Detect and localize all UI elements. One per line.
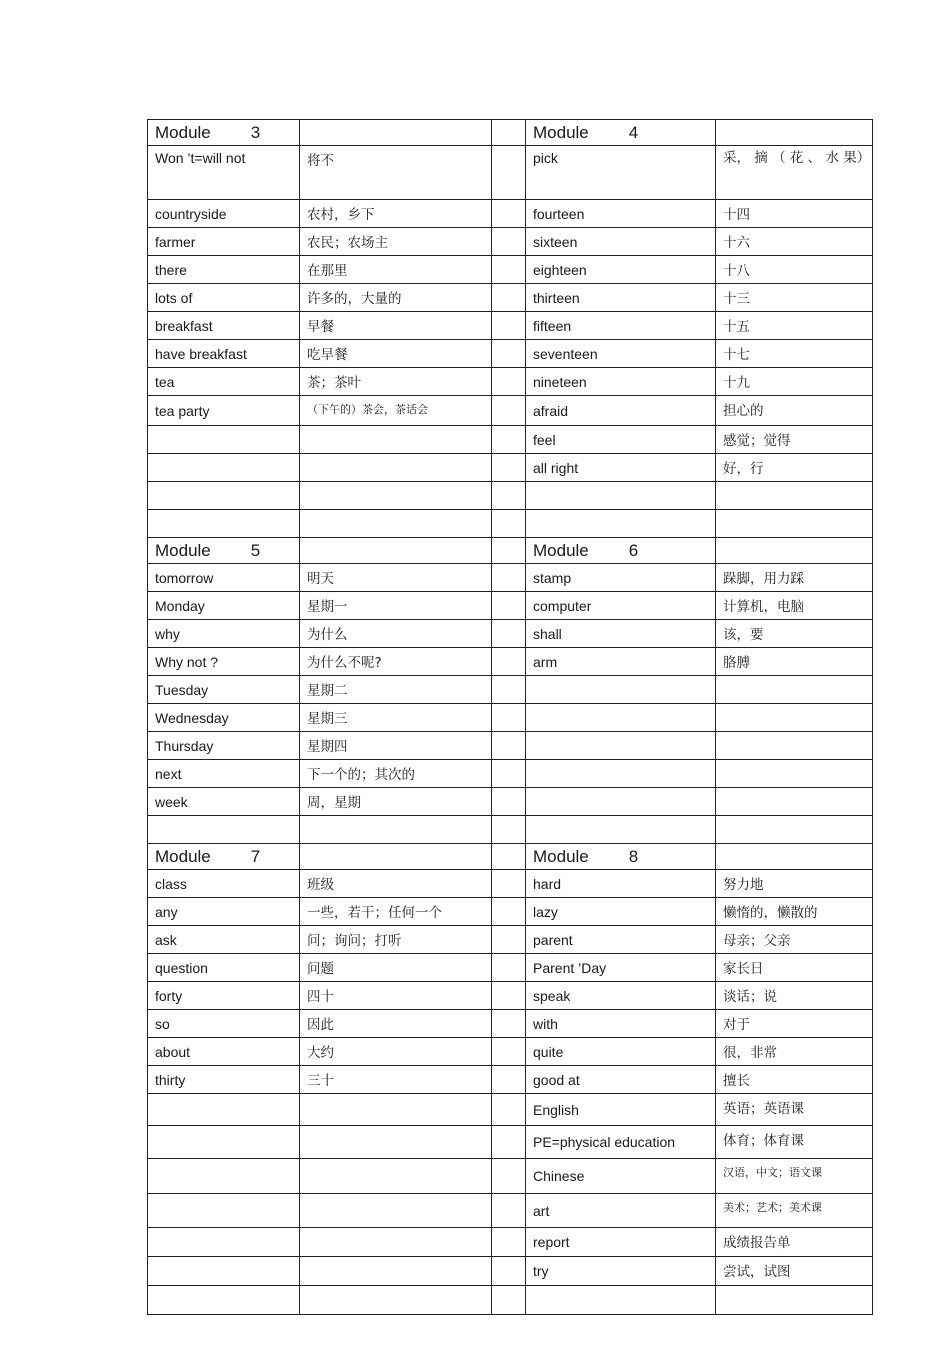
english-word — [526, 704, 716, 732]
english-word — [148, 1286, 300, 1315]
vocab-row — [148, 788, 873, 816]
chinese-meaning: 问题 — [300, 954, 492, 982]
english-word: Won ’t=will not — [148, 146, 300, 200]
module-label: Module — [533, 846, 589, 866]
english-word: lazy — [526, 898, 716, 926]
chinese-meaning: 星期二 — [300, 676, 492, 704]
vocab-row — [148, 870, 873, 898]
module-label: Module — [533, 122, 589, 142]
module-number: 7 — [250, 846, 261, 866]
english-word: Tuesday — [148, 676, 300, 704]
chinese-meaning: 下一个的；其次的 — [300, 760, 492, 788]
english-word — [148, 1159, 300, 1194]
gap-cell — [492, 592, 526, 620]
chinese-meaning: 谈话；说 — [716, 982, 873, 1010]
chinese-meaning — [300, 1094, 492, 1126]
chinese-meaning — [716, 676, 873, 704]
gap-cell — [492, 648, 526, 676]
chinese-meaning: （下午的）茶会，茶话会 — [300, 396, 492, 426]
module-number: 8 — [628, 846, 639, 866]
vocab-row — [148, 312, 873, 340]
module-title — [148, 844, 300, 870]
module-title — [148, 538, 300, 564]
module-header-row — [148, 120, 873, 146]
english-word — [148, 1257, 300, 1286]
gap-cell — [492, 870, 526, 898]
vocab-row — [148, 592, 873, 620]
chinese-meaning — [716, 1286, 873, 1315]
english-word: next — [148, 760, 300, 788]
english-word: ask — [148, 926, 300, 954]
gap-cell — [492, 368, 526, 396]
chinese-meaning: 十三 — [716, 284, 873, 312]
chinese-meaning: 十九 — [716, 368, 873, 396]
vocab-row — [148, 426, 873, 454]
chinese-meaning — [300, 1228, 492, 1257]
chinese-meaning: 擅长 — [716, 1066, 873, 1094]
chinese-meaning: 胳膊 — [716, 648, 873, 676]
vocab-row — [148, 1066, 873, 1094]
chinese-meaning: 英语；英语课 — [716, 1094, 873, 1126]
english-word: farmer — [148, 228, 300, 256]
gap-cell — [492, 1257, 526, 1286]
english-word: Monday — [148, 592, 300, 620]
vocab-row — [148, 284, 873, 312]
vocab-row — [148, 676, 873, 704]
chinese-meaning — [716, 510, 873, 538]
module-label: Module — [155, 122, 211, 142]
gap-cell — [492, 564, 526, 592]
chinese-meaning: 许多的，大量的 — [300, 284, 492, 312]
english-word: Thursday — [148, 732, 300, 760]
english-word: English — [526, 1094, 716, 1126]
module-number: 3 — [250, 122, 261, 142]
empty-cell — [300, 538, 492, 564]
vocab-row — [148, 1159, 873, 1194]
module-title — [148, 120, 300, 146]
english-word: class — [148, 870, 300, 898]
chinese-meaning — [300, 426, 492, 454]
english-word: with — [526, 1010, 716, 1038]
chinese-meaning: 该，要 — [716, 620, 873, 648]
english-word: sixteen — [526, 228, 716, 256]
gap-cell — [492, 1286, 526, 1315]
chinese-meaning: 班级 — [300, 870, 492, 898]
english-word — [148, 510, 300, 538]
chinese-meaning: 努力地 — [716, 870, 873, 898]
english-word — [148, 1094, 300, 1126]
chinese-meaning: 因此 — [300, 1010, 492, 1038]
chinese-meaning — [300, 1194, 492, 1228]
chinese-meaning: 母亲；父亲 — [716, 926, 873, 954]
english-word: seventeen — [526, 340, 716, 368]
english-word: Chinese — [526, 1159, 716, 1194]
chinese-meaning: 周，星期 — [300, 788, 492, 816]
chinese-meaning: 很，非常 — [716, 1038, 873, 1066]
vocab-row — [148, 954, 873, 982]
chinese-meaning: 计算机，电脑 — [716, 592, 873, 620]
gap-cell — [492, 510, 526, 538]
vocab-row — [148, 732, 873, 760]
english-word: speak — [526, 982, 716, 1010]
gap-cell — [492, 340, 526, 368]
gap-cell — [492, 676, 526, 704]
english-word — [148, 1194, 300, 1228]
empty-cell — [492, 538, 526, 564]
chinese-meaning: 十五 — [716, 312, 873, 340]
english-word — [148, 454, 300, 482]
vocab-row — [148, 510, 873, 538]
module-title — [526, 844, 716, 870]
chinese-meaning — [300, 510, 492, 538]
vocab-row — [148, 816, 873, 844]
chinese-meaning: 早餐 — [300, 312, 492, 340]
english-word: art — [526, 1194, 716, 1228]
english-word — [148, 816, 300, 844]
vocab-row — [148, 396, 873, 426]
module-title — [526, 120, 716, 146]
english-word: stamp — [526, 564, 716, 592]
english-word: quite — [526, 1038, 716, 1066]
english-word: hard — [526, 870, 716, 898]
empty-cell — [492, 120, 526, 146]
vocab-row — [148, 898, 873, 926]
vocab-row — [148, 340, 873, 368]
chinese-meaning: 好，行 — [716, 454, 873, 482]
english-word: there — [148, 256, 300, 284]
vocab-row — [148, 256, 873, 284]
chinese-meaning: 农村，乡下 — [300, 200, 492, 228]
chinese-meaning — [300, 1159, 492, 1194]
module-label: Module — [533, 540, 589, 560]
english-word: shall — [526, 620, 716, 648]
gap-cell — [492, 482, 526, 510]
gap-cell — [492, 1228, 526, 1257]
english-word: have breakfast — [148, 340, 300, 368]
english-word: Wednesday — [148, 704, 300, 732]
gap-cell — [492, 146, 526, 200]
english-word: tea — [148, 368, 300, 396]
empty-cell — [716, 120, 873, 146]
gap-cell — [492, 1159, 526, 1194]
gap-cell — [492, 1126, 526, 1159]
chinese-meaning: 茶；茶叶 — [300, 368, 492, 396]
vocab-row — [148, 1194, 873, 1228]
gap-cell — [492, 760, 526, 788]
chinese-meaning: 担心的 — [716, 396, 873, 426]
gap-cell — [492, 396, 526, 426]
english-word — [526, 510, 716, 538]
vocab-row — [148, 454, 873, 482]
english-word — [148, 1126, 300, 1159]
chinese-meaning: 十七 — [716, 340, 873, 368]
chinese-meaning: 对于 — [716, 1010, 873, 1038]
chinese-meaning: 汉语，中文；语文课 — [716, 1159, 873, 1194]
vocabulary-table — [147, 119, 873, 1315]
english-word: try — [526, 1257, 716, 1286]
english-word: thirty — [148, 1066, 300, 1094]
chinese-meaning — [716, 482, 873, 510]
vocab-row — [148, 1257, 873, 1286]
chinese-meaning: 将不 — [300, 146, 492, 200]
chinese-meaning: 一些，若干；任何一个 — [300, 898, 492, 926]
empty-cell — [300, 120, 492, 146]
vocab-row — [148, 620, 873, 648]
vocab-row — [148, 1286, 873, 1315]
english-word: about — [148, 1038, 300, 1066]
vocab-row — [148, 564, 873, 592]
english-word: report — [526, 1228, 716, 1257]
chinese-meaning: 感觉；觉得 — [716, 426, 873, 454]
chinese-meaning: 跺脚，用力踩 — [716, 564, 873, 592]
english-word: thirteen — [526, 284, 716, 312]
gap-cell — [492, 284, 526, 312]
empty-cell — [716, 538, 873, 564]
gap-cell — [492, 312, 526, 340]
vocab-row — [148, 648, 873, 676]
module-number: 4 — [628, 122, 639, 142]
chinese-meaning: 在那里 — [300, 256, 492, 284]
chinese-meaning: 吃早餐 — [300, 340, 492, 368]
vocab-row — [148, 982, 873, 1010]
vocab-row — [148, 926, 873, 954]
chinese-meaning — [716, 788, 873, 816]
english-word: lots of — [148, 284, 300, 312]
chinese-meaning: 明天 — [300, 564, 492, 592]
english-word: nineteen — [526, 368, 716, 396]
english-word: PE=physical education — [526, 1126, 716, 1159]
gap-cell — [492, 1066, 526, 1094]
gap-cell — [492, 816, 526, 844]
english-word — [526, 788, 716, 816]
gap-cell — [492, 788, 526, 816]
gap-cell — [492, 1094, 526, 1126]
module-number: 6 — [628, 540, 639, 560]
english-word: parent — [526, 926, 716, 954]
gap-cell — [492, 228, 526, 256]
english-word: good at — [526, 1066, 716, 1094]
gap-cell — [492, 926, 526, 954]
english-word — [148, 1228, 300, 1257]
gap-cell — [492, 426, 526, 454]
english-word: fourteen — [526, 200, 716, 228]
module-number: 5 — [250, 540, 261, 560]
chinese-meaning: 为什么 — [300, 620, 492, 648]
english-word: countryside — [148, 200, 300, 228]
english-word — [526, 760, 716, 788]
chinese-meaning: 采， 摘 （ 花 、 水 果） — [716, 146, 873, 200]
chinese-meaning: 体育；体育课 — [716, 1126, 873, 1159]
gap-cell — [492, 1194, 526, 1228]
chinese-meaning: 星期一 — [300, 592, 492, 620]
chinese-meaning: 农民；农场主 — [300, 228, 492, 256]
english-word — [526, 482, 716, 510]
gap-cell — [492, 982, 526, 1010]
empty-cell — [716, 844, 873, 870]
vocab-row — [148, 482, 873, 510]
module-label: Module — [155, 846, 211, 866]
gap-cell — [492, 620, 526, 648]
english-word — [148, 426, 300, 454]
vocab-row — [148, 146, 873, 200]
gap-cell — [492, 1038, 526, 1066]
chinese-meaning — [300, 1257, 492, 1286]
vocab-row — [148, 1038, 873, 1066]
english-word: why — [148, 620, 300, 648]
english-word: question — [148, 954, 300, 982]
chinese-meaning: 十四 — [716, 200, 873, 228]
english-word: tea party — [148, 396, 300, 426]
chinese-meaning: 十六 — [716, 228, 873, 256]
english-word: forty — [148, 982, 300, 1010]
chinese-meaning — [716, 732, 873, 760]
english-word — [526, 676, 716, 704]
vocab-row — [148, 760, 873, 788]
module-label: Module — [155, 540, 211, 560]
chinese-meaning — [300, 1286, 492, 1315]
chinese-meaning: 成绩报告单 — [716, 1228, 873, 1257]
gap-cell — [492, 732, 526, 760]
english-word: afraid — [526, 396, 716, 426]
english-word: tomorrow — [148, 564, 300, 592]
english-word: feel — [526, 426, 716, 454]
chinese-meaning: 十八 — [716, 256, 873, 284]
chinese-meaning: 三十 — [300, 1066, 492, 1094]
english-word: arm — [526, 648, 716, 676]
vocab-row — [148, 704, 873, 732]
english-word: eighteen — [526, 256, 716, 284]
english-word: pick — [526, 146, 716, 200]
vocab-row — [148, 368, 873, 396]
chinese-meaning — [300, 816, 492, 844]
chinese-meaning — [300, 454, 492, 482]
chinese-meaning: 尝试，试图 — [716, 1257, 873, 1286]
english-word — [148, 482, 300, 510]
english-word: computer — [526, 592, 716, 620]
chinese-meaning: 家长日 — [716, 954, 873, 982]
vocab-row — [148, 228, 873, 256]
english-word: Why not ? — [148, 648, 300, 676]
english-word: so — [148, 1010, 300, 1038]
english-word: all right — [526, 454, 716, 482]
gap-cell — [492, 256, 526, 284]
english-word — [526, 1286, 716, 1315]
english-word: Parent ’Day — [526, 954, 716, 982]
gap-cell — [492, 1010, 526, 1038]
vocab-row — [148, 1126, 873, 1159]
vocab-row — [148, 1094, 873, 1126]
module-header-row — [148, 538, 873, 564]
chinese-meaning — [716, 704, 873, 732]
english-word: breakfast — [148, 312, 300, 340]
module-header-row — [148, 844, 873, 870]
english-word — [526, 816, 716, 844]
chinese-meaning — [716, 816, 873, 844]
gap-cell — [492, 898, 526, 926]
chinese-meaning — [716, 760, 873, 788]
english-word: week — [148, 788, 300, 816]
chinese-meaning: 问；询问；打听 — [300, 926, 492, 954]
vocab-row — [148, 1228, 873, 1257]
chinese-meaning: 四十 — [300, 982, 492, 1010]
chinese-meaning: 大约 — [300, 1038, 492, 1066]
empty-cell — [492, 844, 526, 870]
chinese-meaning: 为什么不呢? — [300, 648, 492, 676]
gap-cell — [492, 954, 526, 982]
gap-cell — [492, 454, 526, 482]
chinese-meaning — [300, 482, 492, 510]
chinese-meaning: 懒惰的，懒散的 — [716, 898, 873, 926]
english-word — [526, 732, 716, 760]
english-word: any — [148, 898, 300, 926]
english-word: fifteen — [526, 312, 716, 340]
chinese-meaning — [300, 1126, 492, 1159]
chinese-meaning: 星期三 — [300, 704, 492, 732]
vocab-row — [148, 200, 873, 228]
vocab-row — [148, 1010, 873, 1038]
gap-cell — [492, 704, 526, 732]
gap-cell — [492, 200, 526, 228]
chinese-meaning: 美术；艺术；美术课 — [716, 1194, 873, 1228]
module-title — [526, 538, 716, 564]
empty-cell — [300, 844, 492, 870]
chinese-meaning: 星期四 — [300, 732, 492, 760]
